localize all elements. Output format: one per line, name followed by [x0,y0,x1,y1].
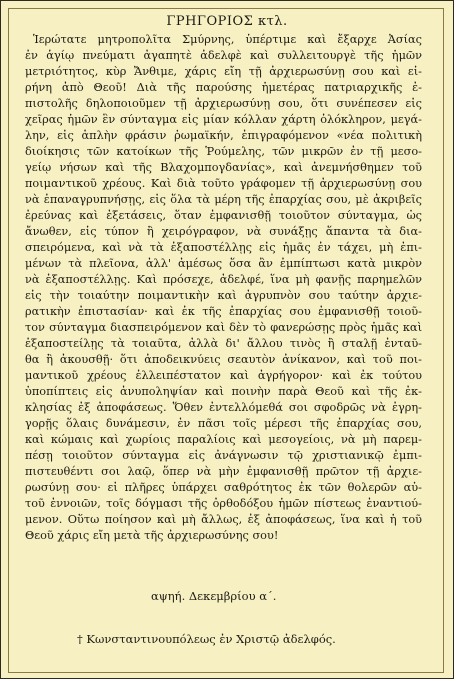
letter-line: νὰ ἐξαποστέλλῃς. Καὶ πρόσεχε, ἀδελφέ, ἵνα μὴ φανῇς παρημελῶν [25,273,422,286]
letter-line: διοίκησις τῶν κατοίκων τῆς Ῥούμελης, τῶν μικρῶν ἐν τῇ μεσο- [25,145,422,158]
letter-line: θα ἢ ἀκουσθῇ· ὅτι ἀποδεικνύεις σεαυτὸν ἀνίκανον, καὶ τοῦ ποι- [25,353,422,366]
letter-line: ρατικὴν ἐπιστασίαν· καὶ ἐκ τῆς ἐπαρχίας σου ἐμφανισθῇ τοιοῦ- [25,305,422,318]
letter-line: γορῇς ὅλαις δυνάμεσιν, ἐν πᾶσι τοῖς μέρεσι τῆς ἐπαρχίας σου, [25,417,422,430]
letter-line: Θεοῦ χάρις εἴη μετὰ τῆς ἀρχιερωσύνης σου! [25,529,279,542]
letter-line: ἐρεύνας καὶ ἐξετάσεις, ὅταν ἐμφανισθῇ τοιοῦτον σύνταγμα, ὡς [25,209,422,222]
letter-line: μετριότητος, κὺρ Ἄνθιμε, χάρις εἴη τῇ ἀρχιερωσύνῃ σου καὶ εἰ- [25,65,422,78]
letter-line: μένων τὰ πλεῖονα, ἀλλ' ἀμέσως ὅσα ἂν ἐμπίπτωσι κατὰ μικρὸν [25,257,422,270]
letter-body [25,32,422,544]
letter-line: ἄνωθεν, εἰς τύπον ἢ χειρόγραφον, νὰ συνάξῃς ἅπαντα τὰ δια- [25,225,422,238]
letter-line: ἐξαποστείλῃς τὰ τοιαῦτα, ἀλλὰ δι' ἄλλου τινὸς ἢ σταλῇ ἐνταῦ- [25,337,422,350]
letter-line: μαντικοῦ χρέους ἐλλειπέστατον καὶ ἀγρήγορον· καὶ ἐκ τούτου [25,369,422,382]
letter-line: πιστευθέντι σοι λαῷ, ὅπερ νὰ μὴν ἐμφανισθῇ πρῶτον τῇ ἀρχιε- [25,465,422,478]
letter-line: ρήνη ἀπὸ Θεοῦ! Διὰ τῆς παρούσης ἡμετέρας πατριαρχικῆς ἐ- [25,81,422,94]
letter-line: κλησίας ἐξ ἀποφάσεως. Ὅθεν ἐντελλόμεθά σοι σφοδρῶς νὰ ἐγρη- [25,401,422,414]
letter-line: νὰ ἐπαναγρυπνήσῃς, εἰς ὅλα τὰ μέρη τῆς ἐπαρχίας σου, μὲ ἀκριβεῖς [25,193,422,206]
letter-line: γείῳ νήσων καὶ τῆς Βλαχομπογδανίας», καὶ ἀνεμνήσθημεν τοῦ [25,161,422,174]
document-title: ΓΡΗΓΟΡΙΟΣ κτλ. [166,14,288,29]
letter-line: πιστολῆς δηλοποιοῦμεν τῇ ἀρχιερωσύνῃ σου, ὅτι συνέπεσεν εἰς [25,97,422,110]
letter-signature: † Κωνσταντινουπόλεως ἐν Χριστῷ ἀδελφός. [77,632,336,646]
letter-date: αψηή. Δεκεμβρίου α΄. [151,589,277,603]
letter-line: εἰς τὴν τοιαύτην ποιμαντικὴν καὶ ἀγρυπνὸν σου ταύτην ἀρχιε- [25,289,422,302]
letter-line: ρωσύνῃ σου· εἰ πλῆρες ὑπάρχει σαθρότητος ἐκ τῶν θολερῶν αὐ- [25,481,422,494]
letter-line: πέσῃ τοιοῦτον σύνταγμα εἰς ἀνάγνωσιν τῷ χριστιανικῷ ἐμπι- [25,449,422,462]
letter-line: σπειρόμενα, καὶ νὰ τὰ ἐξαποστέλλῃς εἰς ἡμᾶς ἐν τάχει, μὴ ἐπι- [25,241,422,254]
letter-line: χεῖρας ἡμῶν ἓν σύνταγμα εἰς μίαν κόλλαν χάρτη ὁλόκληρον, μεγά- [25,113,422,126]
letter-line: ποιμαντικοῦ χρέους. Καὶ διὰ τοῦτο γράφομεν τῇ ἀρχιερωσύνῃ σου [25,177,422,190]
letter-line: ἐν ἁγίῳ πνεύματι ἀγαπητὲ ἀδελφὲ καὶ συλλειτουργὲ τῆς ἡμῶν [25,49,422,62]
letter-line: μενον. Οὕτω ποίησον καὶ μὴ ἄλλως, ἐξ ἀποφάσεως, ἵνα καὶ ἡ τοῦ [25,513,422,526]
letter-line: λην, εἰς ἁπλὴν φράσιν ῥωμαϊκήν, ἐπιγραφόμενον «νέα πολιτικὴ [25,129,422,142]
letter-line: τοῦ ἐννοιῶν, τοῖς δόγμασι τῆς ὀρθοδόξου ἡμῶν πίστεως ἐναντιού- [25,497,422,510]
letter-line: Ἱερώτατε μητροπολῖτα Σμύρνης, ὑπέρτιμε καὶ ἔξαρχε Ἀσίας [33,33,422,46]
letter-line: ὑποπίπτεις εἰς ἀνυποληψίαν καὶ ποινὴν παρὰ Θεοῦ καὶ τῆς ἐκ- [25,385,422,398]
letter-line: καὶ κώμαις καὶ χωρίοις παραλίοις καὶ μεσογείοις, νὰ μὴ παρεμ- [25,433,422,446]
letter-line: τον σύνταγμα διασπειρόμενον καὶ δὲν τὸ φανερώσῃς πρὸς ἡμᾶς καὶ [25,321,422,334]
